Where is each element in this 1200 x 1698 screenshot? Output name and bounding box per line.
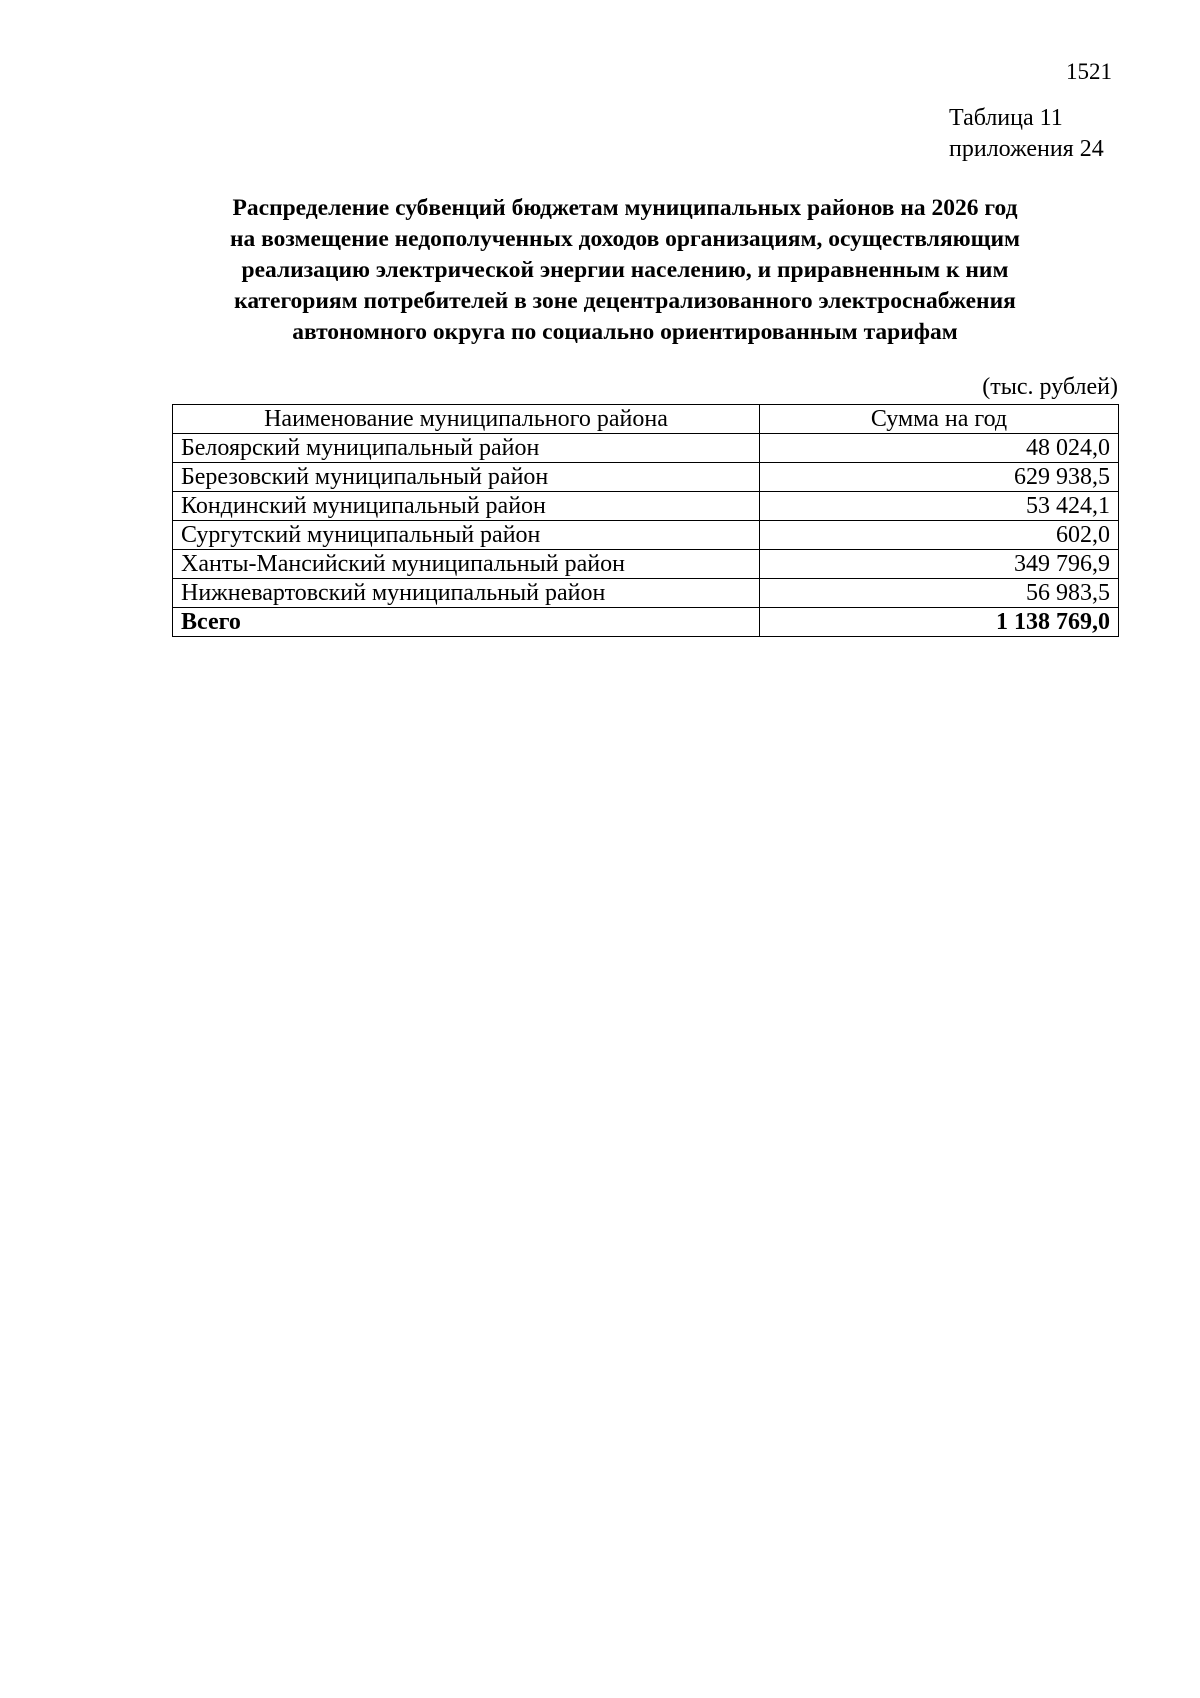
sum-cell: 602,0 — [760, 521, 1119, 550]
title-line: автономного округа по социально ориентированным тарифам — [292, 319, 958, 345]
column-header-district: Наименование муниципального района — [173, 405, 760, 434]
sum-cell: 48 024,0 — [760, 434, 1119, 463]
units-label: (тыс. рублей) — [982, 374, 1118, 400]
table-reference-line: приложения 24 — [949, 136, 1104, 162]
table-row — [173, 550, 1119, 579]
title-line: реализацию электрической энергии населению, и приравненным к ним — [241, 257, 1009, 283]
table-row — [173, 521, 1119, 550]
column-header-sum: Сумма на год — [760, 405, 1119, 434]
district-name-cell: Сургутский муниципальный район — [173, 521, 760, 550]
title-line: Распределение субвенций бюджетам муниципальных районов на 2026 год — [232, 195, 1018, 221]
total-sum-cell: 1 138 769,0 — [760, 608, 1119, 637]
title-line: на возмещение недополученных доходов организациям, осуществляющим — [229, 226, 1021, 252]
sum-cell: 53 424,1 — [760, 492, 1119, 521]
sum-cell: 56 983,5 — [760, 579, 1119, 608]
subvention-table — [172, 404, 1119, 637]
sum-cell: 349 796,9 — [760, 550, 1119, 579]
table-reference-line: Таблица 11 — [949, 105, 1063, 131]
table-row — [173, 434, 1119, 463]
table-reference — [949, 103, 1104, 165]
page-number: 1521 — [1066, 59, 1112, 84]
district-name-cell: Ханты-Мансийский муниципальный район — [173, 550, 760, 579]
table-row — [173, 463, 1119, 492]
table-header-row — [173, 405, 1119, 434]
district-name-cell: Березовский муниципальный район — [173, 463, 760, 492]
table-row — [173, 579, 1119, 608]
sum-cell: 629 938,5 — [760, 463, 1119, 492]
total-label-cell: Всего — [173, 608, 760, 637]
district-name-cell: Белоярский муниципальный район — [173, 434, 760, 463]
document-title — [150, 193, 1100, 348]
table-row — [173, 492, 1119, 521]
title-line: категориям потребителей в зоне децентрализованного электроснабжения — [234, 288, 1016, 314]
district-name-cell: Нижневартовский муниципальный район — [173, 579, 760, 608]
table-total-row — [173, 608, 1119, 637]
district-name-cell: Кондинский муниципальный район — [173, 492, 760, 521]
